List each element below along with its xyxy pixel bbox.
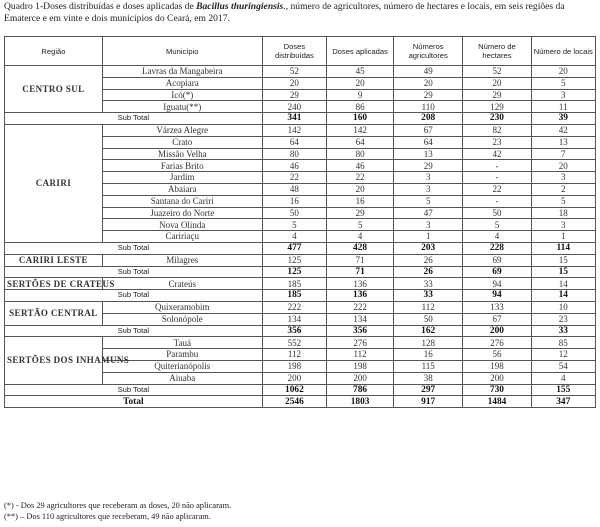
value-cell: 240	[262, 101, 326, 113]
municipio-cell: Crateús	[102, 278, 262, 290]
footnote: (*) - Dos 29 agricultores que receberam as doses, 20 não aplicaram.	[4, 501, 232, 510]
caption-rest: ., número de agricultores, número de hectares e locais, em seis regiões da Ematerce e em vinte e dois municípios do Ceará, em 2017.	[4, 1, 565, 24]
municipio-cell: Quixeramobim	[102, 301, 262, 313]
value-cell: 94	[463, 278, 531, 290]
subtotal-label: Sub Total	[5, 384, 263, 396]
value-cell: 112	[327, 349, 394, 361]
subtotal-value: 15	[531, 266, 595, 278]
value-cell: 82	[463, 124, 531, 136]
subtotal-value: 155	[531, 384, 595, 396]
header-cell: Número de hectares	[463, 37, 531, 66]
value-cell: -	[463, 160, 531, 172]
caption-prefix: Quadro 1-Doses distribuídas e doses aplicadas de	[4, 1, 197, 12]
subtotal-label: Sub Total	[5, 325, 263, 337]
value-cell: 20	[531, 66, 595, 78]
subtotal-label: Sub Total	[5, 113, 263, 125]
subtotal-label: Sub Total	[5, 242, 263, 254]
municipio-cell: Juazeiro do Norte	[102, 207, 262, 219]
municipio-cell: Crato	[102, 136, 262, 148]
table-row	[5, 124, 596, 136]
value-cell: 5	[394, 195, 463, 207]
value-cell: 29	[262, 89, 326, 101]
municipio-cell: Tauá	[102, 337, 262, 349]
total-label: Total	[5, 396, 263, 408]
subtotal-row	[5, 113, 596, 125]
subtotal-value: 428	[327, 242, 394, 254]
subtotal-value: 39	[531, 113, 595, 125]
region-cell: SERTÕES DOS INHAMUNS	[5, 337, 103, 384]
value-cell: 142	[327, 124, 394, 136]
value-cell: 67	[463, 313, 531, 325]
value-cell: 4	[531, 372, 595, 384]
subtotal-value: 136	[327, 290, 394, 302]
value-cell: 5	[262, 219, 326, 231]
value-cell: 46	[262, 160, 326, 172]
value-cell: 112	[394, 301, 463, 313]
footnotes	[4, 500, 596, 522]
value-cell: 16	[394, 349, 463, 361]
value-cell: 20	[531, 160, 595, 172]
table-row	[5, 278, 596, 290]
value-cell: 20	[327, 77, 394, 89]
value-cell: 5	[327, 219, 394, 231]
value-cell: 9	[327, 89, 394, 101]
value-cell: 276	[463, 337, 531, 349]
municipio-cell: Lavras da Mangabeira	[102, 66, 262, 78]
value-cell: 10	[531, 301, 595, 313]
subtotal-row	[5, 266, 596, 278]
municipio-cell: Aiuaba	[102, 372, 262, 384]
subtotal-row	[5, 242, 596, 254]
value-cell: 26	[394, 254, 463, 266]
subtotal-value: 160	[327, 113, 394, 125]
value-cell: 3	[531, 89, 595, 101]
municipio-cell: Milagres	[102, 254, 262, 266]
value-cell: 54	[531, 360, 595, 372]
value-cell: 56	[463, 349, 531, 361]
value-cell: 46	[327, 160, 394, 172]
value-cell: 16	[327, 195, 394, 207]
value-cell: 47	[394, 207, 463, 219]
value-cell: 13	[531, 136, 595, 148]
municipio-cell: Várzea Alegre	[102, 124, 262, 136]
value-cell: 134	[262, 313, 326, 325]
subtotal-value: 230	[463, 113, 531, 125]
value-cell: 23	[463, 136, 531, 148]
subtotal-row	[5, 325, 596, 337]
municipio-cell: Missão Velha	[102, 148, 262, 160]
table-body	[5, 66, 596, 408]
value-cell: 22	[262, 172, 326, 184]
value-cell: 1	[531, 231, 595, 243]
value-cell: 552	[262, 337, 326, 349]
value-cell: 13	[394, 148, 463, 160]
subtotal-value: 203	[394, 242, 463, 254]
value-cell: -	[463, 172, 531, 184]
value-cell: 1	[394, 231, 463, 243]
header-row	[5, 37, 596, 66]
municipio-cell: Abaiara	[102, 183, 262, 195]
caption-species: Bacillus thuringiensis	[196, 1, 284, 12]
value-cell: 64	[262, 136, 326, 148]
municipio-cell: Parambu	[102, 349, 262, 361]
value-cell: 42	[531, 124, 595, 136]
total-value: 1803	[327, 396, 394, 408]
value-cell: 64	[394, 136, 463, 148]
value-cell: 128	[394, 337, 463, 349]
value-cell: 198	[262, 360, 326, 372]
subtotal-row	[5, 384, 596, 396]
municipio-cell: Nova Olinda	[102, 219, 262, 231]
subtotal-value: 71	[327, 266, 394, 278]
region-cell: CARIRI	[5, 124, 103, 242]
value-cell: 142	[262, 124, 326, 136]
value-cell: 52	[463, 66, 531, 78]
subtotal-value: 26	[394, 266, 463, 278]
value-cell: 133	[463, 301, 531, 313]
value-cell: 110	[394, 101, 463, 113]
value-cell: 198	[463, 360, 531, 372]
value-cell: 50	[262, 207, 326, 219]
value-cell: 45	[327, 66, 394, 78]
value-cell: 185	[262, 278, 326, 290]
total-value: 347	[531, 396, 595, 408]
subtotal-value: 730	[463, 384, 531, 396]
subtotal-value: 477	[262, 242, 326, 254]
table-caption	[4, 1, 596, 24]
value-cell: 3	[394, 219, 463, 231]
header-cell: Números agricultores	[394, 37, 463, 66]
subtotal-value: 69	[463, 266, 531, 278]
value-cell: 200	[262, 372, 326, 384]
value-cell: 42	[463, 148, 531, 160]
subtotal-value: 33	[531, 325, 595, 337]
header-cell: Número de locais	[531, 37, 595, 66]
value-cell: 67	[394, 124, 463, 136]
value-cell: 12	[531, 349, 595, 361]
table-row	[5, 337, 596, 349]
value-cell: 80	[327, 148, 394, 160]
value-cell: 129	[463, 101, 531, 113]
value-cell: 22	[327, 172, 394, 184]
subtotal-value: 356	[262, 325, 326, 337]
subtotal-row	[5, 290, 596, 302]
total-value: 917	[394, 396, 463, 408]
value-cell: 71	[327, 254, 394, 266]
municipio-cell: Iguatu(**)	[102, 101, 262, 113]
municipio-cell: Solonópole	[102, 313, 262, 325]
value-cell: 134	[327, 313, 394, 325]
value-cell: 5	[531, 77, 595, 89]
value-cell: 80	[262, 148, 326, 160]
municipio-cell: Farias Brito	[102, 160, 262, 172]
value-cell: 85	[531, 337, 595, 349]
footnote: (**) – Dos 110 agricultores que receberam, 49 não aplicaram.	[4, 512, 211, 521]
value-cell: 3	[394, 183, 463, 195]
value-cell: 276	[327, 337, 394, 349]
subtotal-value: 228	[463, 242, 531, 254]
municipio-cell: Santana do Cariri	[102, 195, 262, 207]
value-cell: 52	[262, 66, 326, 78]
value-cell: 11	[531, 101, 595, 113]
value-cell: 38	[394, 372, 463, 384]
value-cell: 20	[463, 77, 531, 89]
subtotal-value: 125	[262, 266, 326, 278]
table-row	[5, 66, 596, 78]
table-row	[5, 301, 596, 313]
value-cell: 15	[531, 254, 595, 266]
subtotal-value: 786	[327, 384, 394, 396]
value-cell: 4	[262, 231, 326, 243]
header-cell: Doses distribuídas	[262, 37, 326, 66]
value-cell: 49	[394, 66, 463, 78]
subtotal-value: 162	[394, 325, 463, 337]
value-cell: 20	[262, 77, 326, 89]
subtotal-value: 341	[262, 113, 326, 125]
subtotal-value: 356	[327, 325, 394, 337]
subtotal-label: Sub Total	[5, 290, 263, 302]
value-cell: 112	[262, 349, 326, 361]
value-cell: 16	[262, 195, 326, 207]
value-cell: 50	[463, 207, 531, 219]
value-cell: 20	[327, 183, 394, 195]
region-cell: CARIRI LESTE	[5, 254, 103, 266]
subtotal-value: 208	[394, 113, 463, 125]
value-cell: 5	[463, 219, 531, 231]
value-cell: 222	[327, 301, 394, 313]
value-cell: 23	[531, 313, 595, 325]
value-cell: 3	[531, 172, 595, 184]
region-cell: SERTÕES DE CRATEUS	[5, 278, 103, 290]
value-cell: 4	[463, 231, 531, 243]
total-row	[5, 396, 596, 408]
header-cell: Município	[102, 37, 262, 66]
doses-table	[4, 36, 596, 408]
value-cell: 86	[327, 101, 394, 113]
subtotal-value: 114	[531, 242, 595, 254]
value-cell: 22	[463, 183, 531, 195]
total-value: 1484	[463, 396, 531, 408]
municipio-cell: Icó(*)	[102, 89, 262, 101]
value-cell: 69	[463, 254, 531, 266]
value-cell: 64	[327, 136, 394, 148]
municipio-cell: Quiterianópolis	[102, 360, 262, 372]
subtotal-value: 94	[463, 290, 531, 302]
value-cell: 222	[262, 301, 326, 313]
table-row	[5, 254, 596, 266]
header-cell: Doses aplicadas	[327, 37, 394, 66]
region-cell: CENTRO SUL	[5, 66, 103, 113]
value-cell: 5	[531, 195, 595, 207]
value-cell: 18	[531, 207, 595, 219]
value-cell: 136	[327, 278, 394, 290]
region-cell: SERTÃO CENTRAL	[5, 301, 103, 325]
subtotal-label: Sub Total	[5, 266, 263, 278]
subtotal-value: 200	[463, 325, 531, 337]
value-cell: 4	[327, 231, 394, 243]
value-cell: 29	[463, 89, 531, 101]
header-cell: Região	[5, 37, 103, 66]
value-cell: 48	[262, 183, 326, 195]
subtotal-value: 297	[394, 384, 463, 396]
subtotal-value: 1062	[262, 384, 326, 396]
value-cell: 2	[531, 183, 595, 195]
value-cell: 29	[394, 160, 463, 172]
value-cell: 3	[394, 172, 463, 184]
municipio-cell: Caririaçu	[102, 231, 262, 243]
value-cell: 33	[394, 278, 463, 290]
value-cell: 50	[394, 313, 463, 325]
value-cell: 115	[394, 360, 463, 372]
value-cell: 20	[394, 77, 463, 89]
subtotal-value: 33	[394, 290, 463, 302]
value-cell: 3	[531, 219, 595, 231]
value-cell: 200	[327, 372, 394, 384]
total-value: 2546	[262, 396, 326, 408]
municipio-cell: Jardim	[102, 172, 262, 184]
value-cell: 14	[531, 278, 595, 290]
value-cell: 200	[463, 372, 531, 384]
value-cell: 125	[262, 254, 326, 266]
value-cell: 198	[327, 360, 394, 372]
subtotal-value: 14	[531, 290, 595, 302]
municipio-cell: Acopiara	[102, 77, 262, 89]
subtotal-value: 185	[262, 290, 326, 302]
value-cell: 29	[327, 207, 394, 219]
value-cell: 7	[531, 148, 595, 160]
value-cell: -	[463, 195, 531, 207]
value-cell: 29	[394, 89, 463, 101]
